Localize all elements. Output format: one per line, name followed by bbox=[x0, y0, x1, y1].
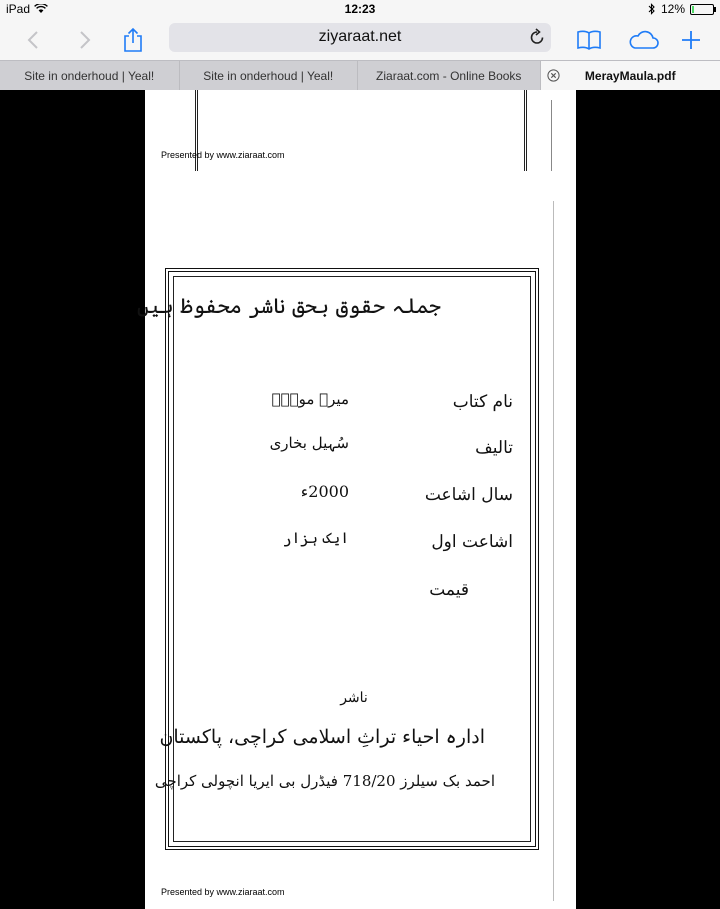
first-edition-label: اشاعت اول bbox=[431, 532, 513, 552]
tab-label: Site in onderhoud | Yeal! bbox=[24, 69, 155, 83]
bluetooth-icon bbox=[648, 3, 656, 15]
close-circle-icon bbox=[547, 69, 560, 82]
status-bar bbox=[0, 0, 720, 19]
share-icon bbox=[122, 27, 144, 53]
clock: 12:23 bbox=[344, 2, 376, 16]
browser-toolbar bbox=[0, 19, 720, 60]
tab-close-button[interactable] bbox=[547, 69, 560, 85]
new-tab-button[interactable] bbox=[676, 25, 706, 55]
pdf-page-2 bbox=[136, 171, 576, 909]
tab-site-1[interactable] bbox=[0, 61, 180, 91]
author-value: سُہیل بخاری bbox=[269, 434, 349, 452]
publisher-address: احمد بک سیلرز 718/20 فیڈرل بی ایریا انچولی کراچی bbox=[154, 772, 495, 790]
back-button[interactable] bbox=[18, 25, 48, 55]
page-2-footer: Presented by www.ziaraat.com bbox=[161, 887, 285, 897]
pdf-viewer[interactable] bbox=[0, 90, 720, 909]
price-label: قیمت bbox=[429, 580, 469, 600]
cloud-icon bbox=[626, 29, 660, 51]
tab-ziaraat[interactable] bbox=[358, 61, 541, 91]
device-name: iPad bbox=[6, 2, 31, 16]
chevron-right-icon bbox=[79, 30, 91, 50]
copyright-heading: جملہ حقوق بحق ناشر محفوظ ہیں bbox=[136, 294, 441, 318]
reload-icon bbox=[529, 28, 545, 46]
publication-year-value: 2000ء bbox=[300, 482, 349, 501]
forward-button[interactable] bbox=[70, 25, 100, 55]
url-text: ziyaraat.net bbox=[318, 28, 402, 45]
battery-fill bbox=[692, 6, 694, 13]
tab-meraymaula-pdf[interactable] bbox=[541, 61, 720, 91]
tab-label: Site in onderhoud | Yeal! bbox=[203, 69, 334, 83]
address-bar[interactable] bbox=[169, 23, 551, 52]
status-right bbox=[648, 2, 714, 16]
chevron-left-icon bbox=[27, 30, 39, 50]
author-label: تالیف bbox=[475, 438, 513, 458]
battery-icon bbox=[690, 4, 714, 15]
plus-icon bbox=[680, 29, 702, 51]
publisher-name: ادارہ احیاء تراثِ اسلامی کراچی، پاکستان bbox=[159, 726, 485, 748]
publication-year-label: سال اشاعت bbox=[424, 485, 513, 505]
bookmarks-button[interactable] bbox=[574, 25, 604, 55]
page-1-footer: Presented by www.ziaraat.com bbox=[161, 150, 285, 160]
tab-site-2[interactable] bbox=[180, 61, 359, 91]
publisher-label: ناشر bbox=[340, 690, 368, 706]
book-icon bbox=[576, 29, 602, 51]
copyright-frame-inner bbox=[136, 276, 531, 842]
icloud-tabs-button[interactable] bbox=[625, 25, 661, 55]
battery-percent: 12% bbox=[660, 2, 685, 16]
share-button[interactable] bbox=[118, 25, 148, 55]
tab-label: Ziaraat.com - Online Books bbox=[376, 69, 522, 83]
book-name-label: نام کتاب bbox=[452, 392, 513, 412]
reload-button[interactable] bbox=[529, 28, 545, 51]
copyright-frame bbox=[136, 268, 539, 850]
scan-artifact bbox=[553, 201, 554, 901]
first-edition-value: ایک ہزار bbox=[282, 529, 349, 547]
tab-label: MerayMaula.pdf bbox=[584, 69, 676, 83]
tab-bar bbox=[0, 60, 720, 91]
book-name-value: میرے مولاؑ bbox=[271, 390, 349, 408]
